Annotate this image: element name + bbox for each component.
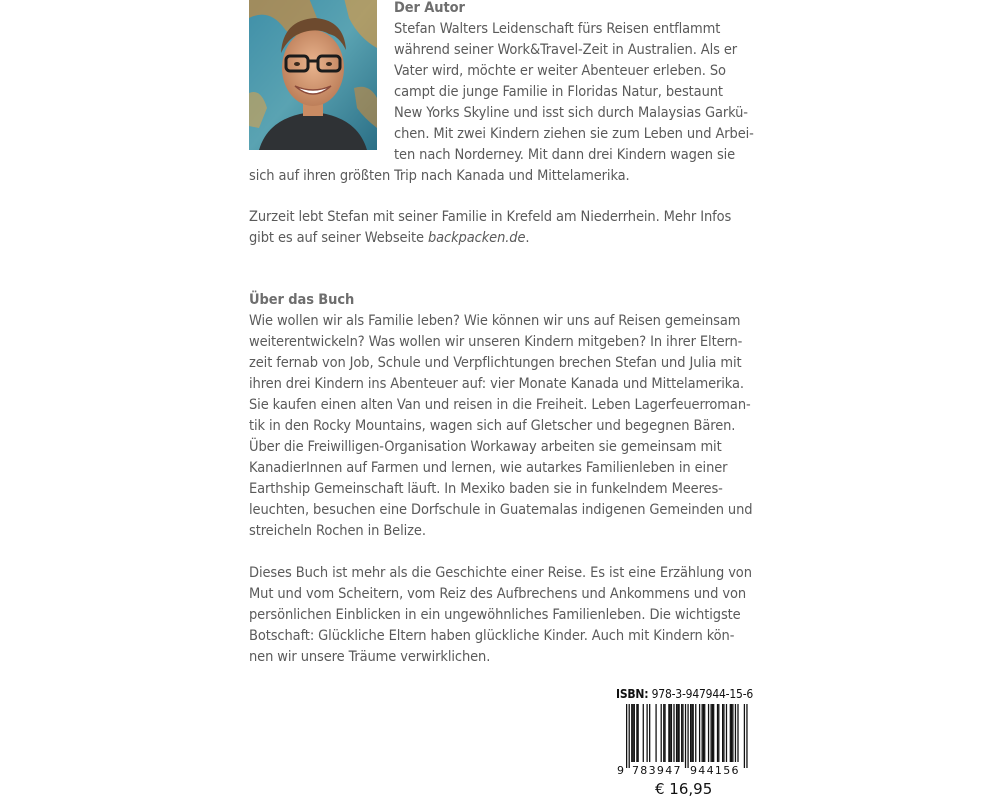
barcode-bar — [735, 704, 736, 762]
barcode-first-digit: 9 — [617, 764, 624, 777]
book-heading: Über das Buch — [249, 292, 355, 308]
barcode-bar — [710, 704, 711, 762]
barcode-bar — [737, 704, 738, 762]
barcode-digits-left: 783947 — [632, 764, 682, 777]
barcode-bar — [631, 704, 632, 762]
author-text-line: Stefan Walters Leidenschaft fürs Reisen entflammt — [394, 21, 721, 37]
barcode-bar — [699, 704, 700, 762]
author-website-link[interactable]: backpacken.de — [427, 230, 526, 246]
barcode-bar — [703, 704, 704, 762]
author-residence-line — [249, 228, 751, 249]
barcode-bar — [691, 704, 692, 762]
isbn-number: 978-3-947944-15-6 — [651, 687, 754, 701]
book-text-line: weiterentwickeln? Was wollen wir unseren Kindern mitgeben? In ihrer Eltern- — [249, 334, 743, 350]
barcode-bar — [668, 704, 669, 762]
book-text-line: Über die Freiwilligen-Organisation Workaway arbeiten sie gemeinsam mit — [249, 439, 722, 455]
author-text-line: campt die junge Familie in Floridas Natur, bestaunt — [394, 84, 723, 100]
barcode-bar — [704, 704, 705, 762]
barcode-bar — [643, 704, 644, 762]
author-section — [249, 0, 754, 187]
author-residence-line: Zurzeit lebt Stefan mit seiner Familie in Krefeld am Niederrhein. Mehr Infos — [249, 209, 732, 225]
barcode-bar — [717, 704, 718, 762]
author-text-line: während seiner Work&Travel-Zeit in Australien. Als er — [394, 42, 738, 58]
book-text-line: tik in den Rocky Mountains, wagen sich auf Gletscher und begegnen Bären. — [249, 418, 736, 434]
website-suffix: . — [525, 230, 530, 246]
author-text-line: chen. Mit zwei Kindern ziehen sie zum Leben und Arbei- — [394, 126, 754, 142]
barcode-bar — [649, 704, 650, 762]
barcode-bar — [663, 704, 664, 762]
barcode-bar — [726, 704, 727, 762]
barcode-bar — [676, 704, 677, 762]
barcode-bar — [708, 704, 709, 762]
barcode-bar — [690, 704, 691, 762]
barcode-bar — [670, 704, 671, 762]
barcode-bar — [685, 704, 686, 768]
barcode-bar — [681, 704, 682, 762]
website-prefix: gibt es auf seiner Webseite — [249, 230, 428, 246]
author-text-line: sich auf ihren größten Trip nach Kanada und Mittelamerika. — [249, 168, 630, 184]
barcode-bar — [664, 704, 665, 762]
barcode-bar — [718, 704, 719, 762]
barcode-bar — [634, 704, 635, 762]
barcode-bar — [713, 704, 714, 762]
isbn-prefix: ISBN: — [616, 687, 649, 701]
book-text-line: Earthship Gemeinschaft läuft. In Mexiko baden sie in funkelndem Meeres- — [249, 481, 723, 497]
book-text-line: KanadierInnen auf Farmen und lernen, wie autarkes Familienleben in einer — [249, 460, 728, 476]
barcode-bar — [730, 704, 731, 762]
book-message-line: persönlichen Einblicken in ein ungewöhnliches Familienleben. Die wichtigste — [249, 607, 741, 623]
book-message-line: Dieses Buch ist mehr als die Geschichte einer Reise. Es ist eine Erzählung von — [249, 565, 752, 581]
book-text-line: streicheln Rochen in Belize. — [249, 523, 426, 539]
barcode-bars — [626, 704, 748, 768]
barcode-bar — [682, 704, 683, 762]
author-heading: Der Autor — [394, 0, 465, 16]
barcode-bar — [655, 704, 656, 762]
barcode-bar — [661, 704, 662, 762]
author-text-line: New Yorks Skyline und isst sich durch Malaysias Garkü- — [394, 105, 748, 121]
author-text-line: Vater wird, möchte er weiter Abenteuer erleben. So — [394, 63, 726, 79]
book-text-line: Wie wollen wir als Familie leben? Wie können wir uns auf Reisen gemeinsam — [249, 313, 741, 329]
barcode-bar — [636, 704, 637, 762]
barcode-bar — [677, 704, 678, 762]
book-message-line: nen wir unsere Träume verwirklichen. — [249, 649, 491, 665]
barcode-bar — [693, 704, 694, 762]
book-description-section — [249, 290, 751, 542]
author-residence-paragraph — [249, 207, 751, 249]
book-text-line: leuchten, besuchen eine Dorfschule in Guatemalas indigenen Gemeinden und — [249, 502, 753, 518]
barcode-bar — [629, 704, 630, 768]
barcode-bar — [731, 704, 732, 762]
book-text-line: Sie kaufen einen alten Van und reisen in die Freiheit. Leben Lagerfeuerroman- — [249, 397, 751, 413]
barcode-bar — [695, 704, 696, 762]
barcode-bar — [678, 704, 679, 762]
barcode-bar — [673, 704, 674, 762]
price-label: € 16,95 — [655, 780, 713, 798]
book-message-paragraph — [249, 563, 751, 668]
author-photo — [249, 0, 377, 150]
barcode-bar — [687, 704, 688, 768]
book-message-line: Botschaft: Glückliche Eltern haben glückliche Kinder. Auch mit Kindern kön- — [249, 628, 735, 644]
author-portrait-icon — [249, 0, 377, 150]
book-message-line: Mut und vom Scheitern, vom Reiz des Aufbrechens und Ankommens und von — [249, 586, 746, 602]
barcode-bar — [671, 704, 672, 762]
barcode-bar — [712, 704, 713, 762]
isbn-label — [616, 687, 753, 701]
barcode-bar — [638, 704, 639, 762]
barcode-digits-right: 944156 — [690, 764, 740, 777]
barcode-bar — [632, 704, 633, 762]
barcode-bar — [702, 704, 703, 762]
barcode-bar — [723, 704, 724, 762]
barcode-icon — [616, 704, 750, 778]
barcode-bar — [744, 704, 745, 768]
barcode-bar — [646, 704, 647, 762]
barcode-bar — [626, 704, 627, 768]
author-text-line: ten nach Norderney. Mit dann drei Kindern wagen sie — [394, 147, 736, 163]
barcode-bar — [746, 704, 747, 768]
barcode-bar — [732, 704, 733, 762]
barcode-bar — [722, 704, 723, 762]
book-text-line: ihren drei Kindern ins Abenteuer auf: vier Monate Kanada und Mittelamerika. — [249, 376, 744, 392]
book-text-line: zeit fernab von Job, Schule und Verpflichtungen brechen Stefan und Julia mit — [249, 355, 742, 371]
